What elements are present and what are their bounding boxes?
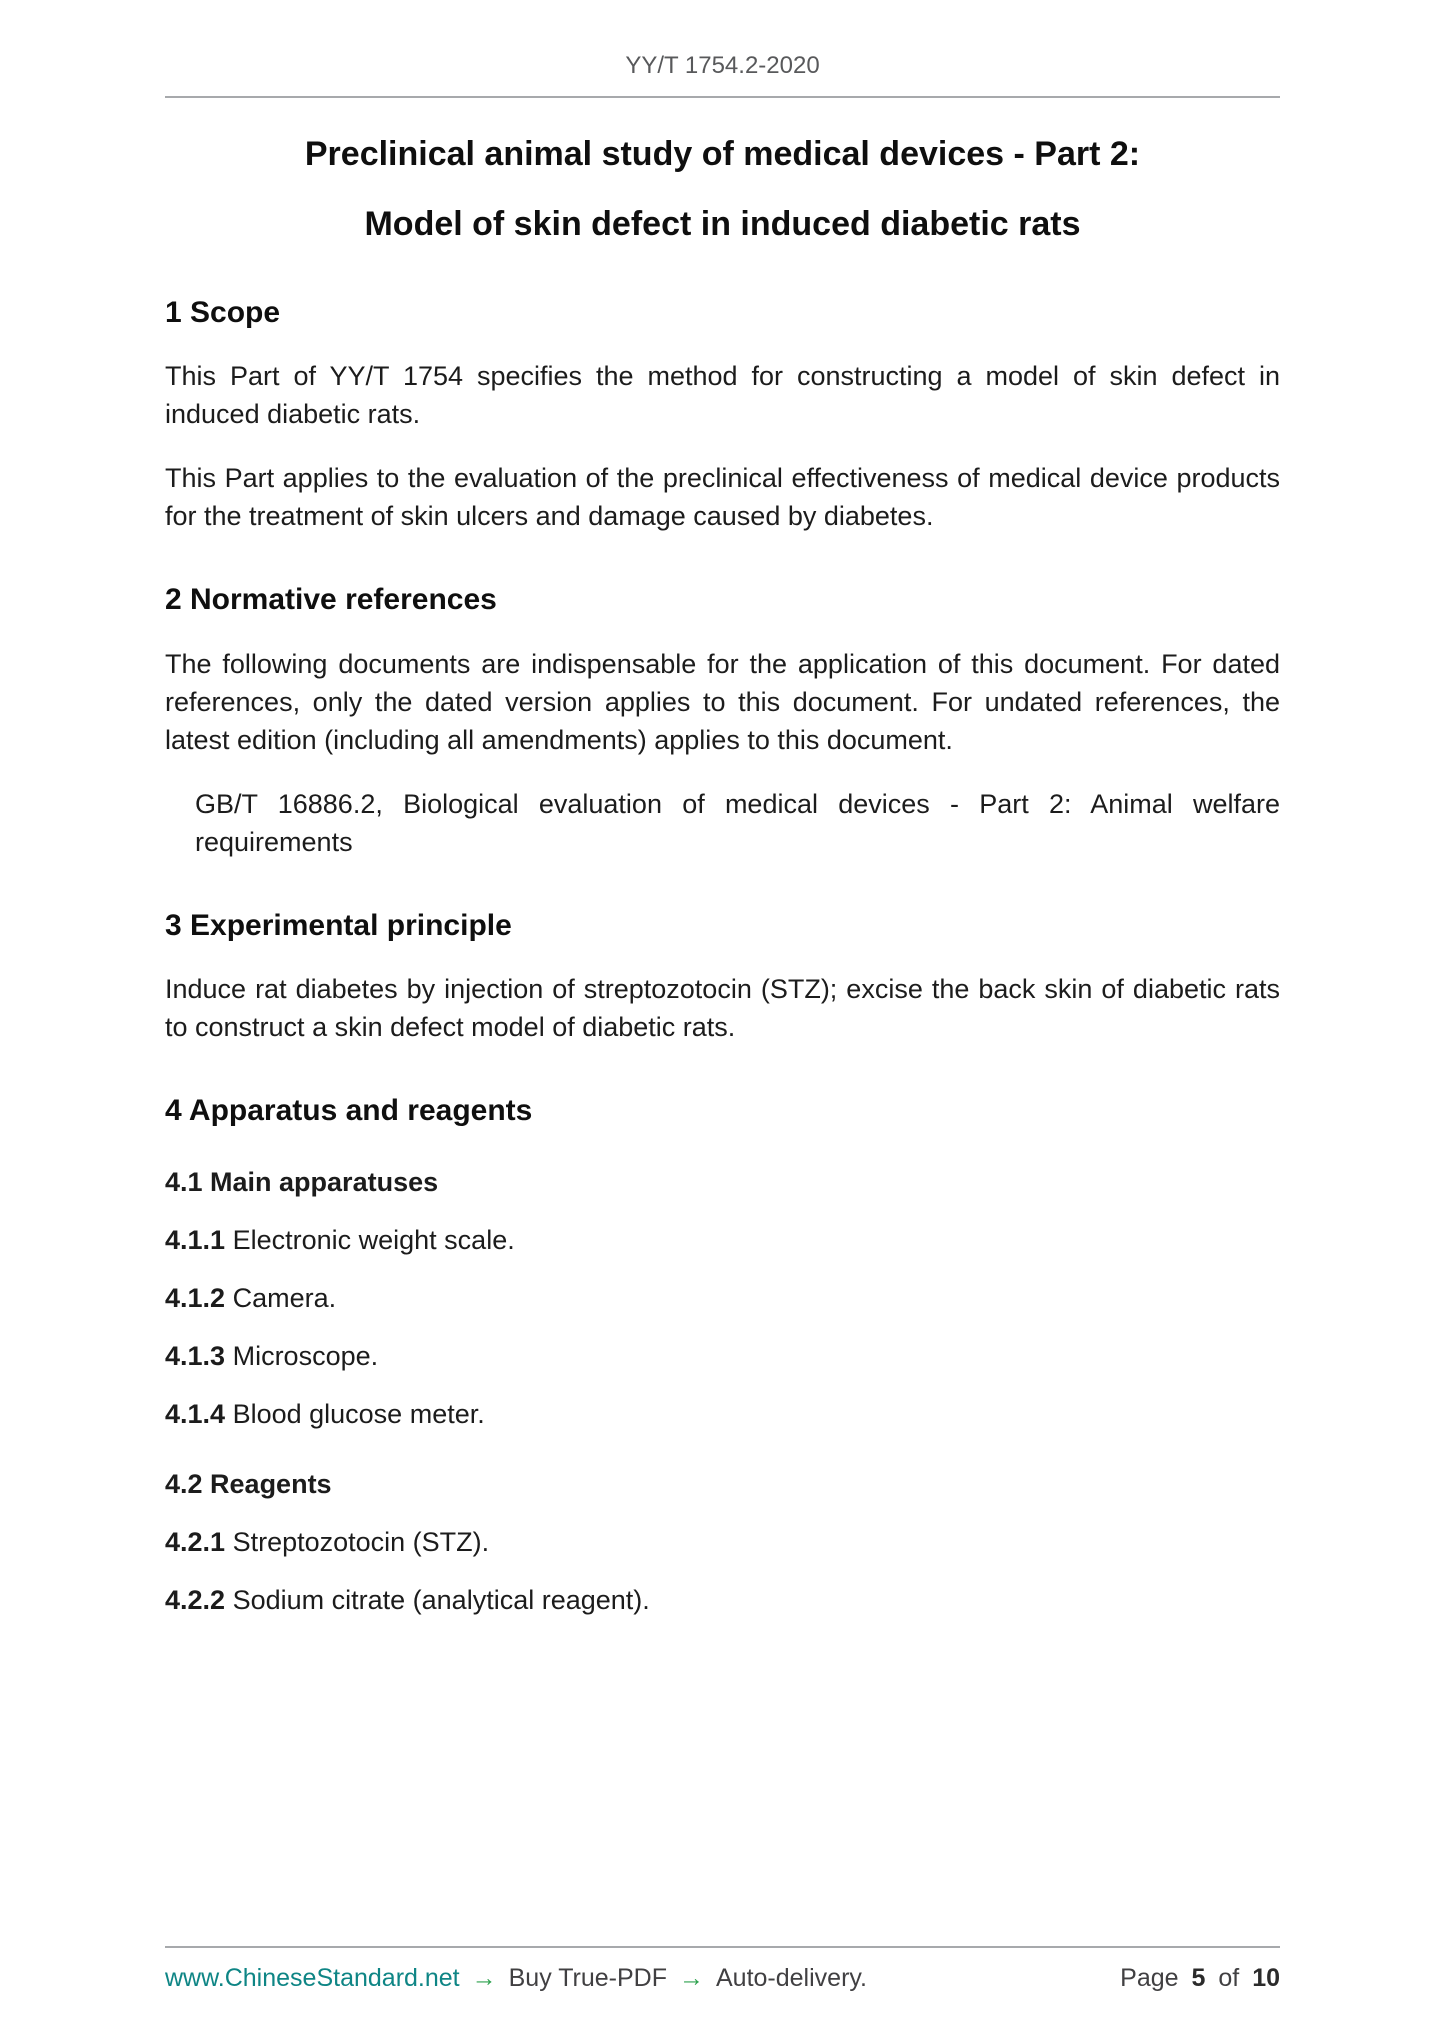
subsection-heading-reagents: 4.2 Reagents	[165, 1468, 332, 1499]
item-text: Camera.	[232, 1282, 337, 1313]
page-indicator	[1120, 1964, 1280, 1993]
footer-source-line	[165, 1964, 867, 1993]
auto-delivery-label: Auto-delivery.	[716, 1964, 867, 1992]
doc-number: YY/T 1754.2-2020	[625, 52, 820, 79]
apparatus-item-4-1-2	[165, 1280, 1280, 1316]
item-text: Sodium citrate (analytical reagent).	[232, 1584, 650, 1615]
page-word: Page	[1120, 1964, 1179, 1992]
item-number: 4.1.1	[165, 1224, 226, 1255]
apparatus-item-4-1-4	[165, 1396, 1280, 1432]
scope-paragraph-2: This Part applies to the evaluation of the preclinical effectiveness of medical device products for the treatment of skin ulcers and damage caused by diabetes.	[165, 463, 1280, 532]
current-page-number: 5	[1191, 1964, 1206, 1992]
scope-paragraph-1: This Part of YY/T 1754 specifies the method for constructing a model of skin defect in induced diabetic rats.	[165, 361, 1280, 430]
document-title	[165, 132, 1280, 248]
title-line-1: Preclinical animal study of medical devices - Part 2:	[304, 135, 1141, 173]
arrow-icon: →	[471, 1964, 497, 1992]
subsection-heading-main-apparatuses: 4.1 Main apparatuses	[165, 1166, 439, 1197]
page-header	[165, 52, 1280, 98]
footer-row	[165, 1964, 1280, 1993]
total-page-number: 10	[1252, 1964, 1280, 1992]
item-number: 4.1.3	[165, 1340, 226, 1371]
section-heading-normative-references: 2 Normative references	[165, 583, 497, 617]
reagent-item-4-2-2	[165, 1582, 1280, 1618]
section-heading-scope: 1 Scope	[165, 295, 281, 329]
item-text: Electronic weight scale.	[232, 1224, 515, 1255]
page-footer	[165, 1946, 1280, 1993]
item-text: Microscope.	[232, 1340, 379, 1371]
section-heading-apparatus-reagents: 4 Apparatus and reagents	[165, 1094, 533, 1128]
item-text: Streptozotocin (STZ).	[232, 1526, 490, 1557]
apparatus-item-4-1-1	[165, 1222, 1280, 1258]
section-heading-experimental-principle: 3 Experimental principle	[165, 908, 512, 942]
arrow-icon: →	[679, 1964, 704, 1992]
buy-true-pdf-label: Buy True-PDF	[508, 1964, 667, 1992]
item-text: Blood glucose meter.	[232, 1398, 485, 1429]
principle-paragraph: Induce rat diabetes by injection of streptozotocin (STZ); excise the back skin of diabetic rats to construct a skin defect model of diabetic rats.	[165, 974, 1280, 1043]
item-number: 4.2.2	[165, 1584, 226, 1615]
website-link[interactable]: www.ChineseStandard.net	[165, 1964, 460, 1992]
apparatus-item-4-1-3	[165, 1338, 1280, 1374]
of-word: of	[1218, 1964, 1240, 1992]
item-number: 4.2.1	[165, 1526, 226, 1557]
header-divider	[165, 96, 1280, 98]
item-number: 4.1.4	[165, 1398, 226, 1429]
title-line-2: Model of skin defect in induced diabetic rats	[364, 204, 1081, 243]
reagent-item-4-2-1	[165, 1524, 1280, 1560]
footer-divider	[165, 1946, 1280, 1948]
item-number: 4.1.2	[165, 1282, 226, 1313]
normative-paragraph: The following documents are indispensable for the application of this document. For dated references, only the dated version applies to this document. For undated references, the latest edition (including all amendments) applies to this document.	[165, 648, 1280, 755]
normative-reference-entry: GB/T 16886.2, Biological evaluation of medical devices - Part 2: Animal welfare requirements	[195, 788, 1280, 857]
